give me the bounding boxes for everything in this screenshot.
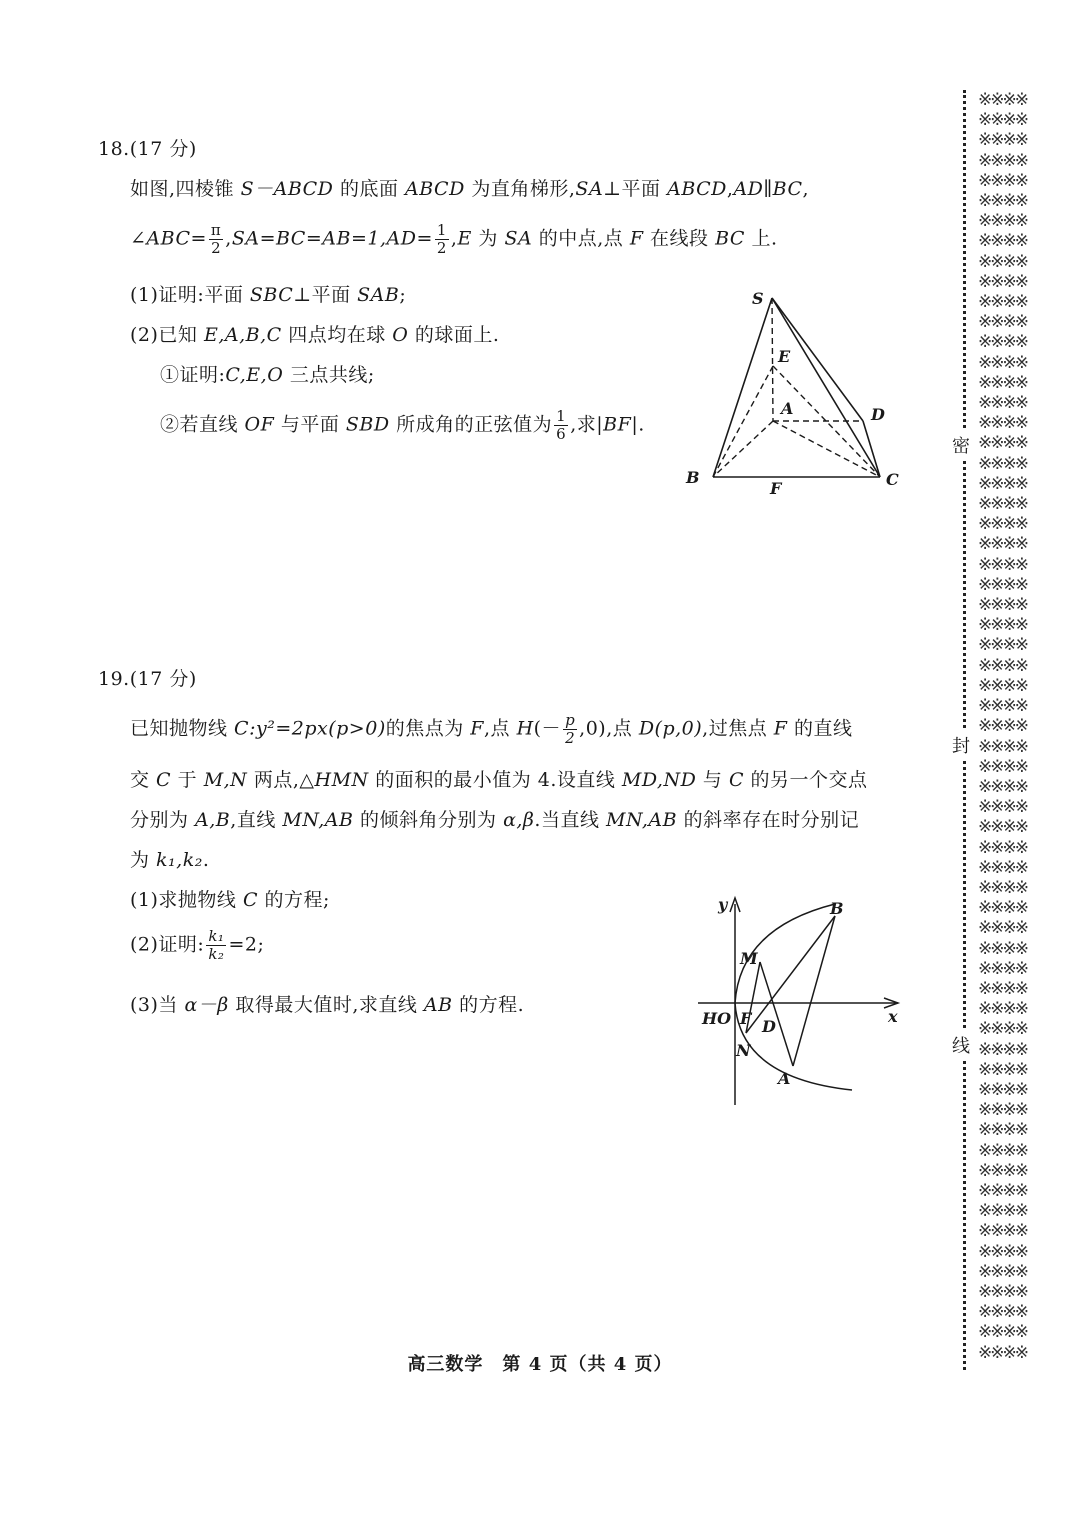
pyramid-figure xyxy=(680,280,910,500)
binding-label-feng: 封 xyxy=(952,730,970,760)
binding-label-xian: 线 xyxy=(952,1030,970,1060)
q19-line3: 分别为 A,B,直线 MN,AB 的倾斜角分别为 α,β.当直线 MN,AB 的斜率存在时分别记 xyxy=(130,809,860,831)
one-half-fraction: $\frac{1}{2}$ xyxy=(436,221,447,257)
label-D: D xyxy=(871,405,885,424)
pi-over-2-fraction: $\frac{\pi}{2}$ xyxy=(210,221,222,257)
label-B: B xyxy=(830,899,844,918)
q18-part1: (1)证明:平面 SBC⊥平面 SAB; xyxy=(130,284,407,306)
label-M: M xyxy=(740,949,758,968)
q19-header: 19.(17 分) xyxy=(98,668,197,690)
q18-line2: ∠ABC= $\frac{\pi}{2}$ ,SA=BC=AB=1,AD= $\frac{1}{2}$ ,E 为 SA 的中点,点 F 在线段 BC 上. xyxy=(130,221,778,257)
page-footer: 高三数学 第 4 页（共 4 页） xyxy=(407,1354,673,1375)
label-HO: HO xyxy=(702,1009,732,1028)
line-NB xyxy=(746,916,835,1033)
q19-line4: 为 k₁,k₂. xyxy=(130,849,210,871)
label-A: A xyxy=(781,399,794,418)
label-N: N xyxy=(736,1041,751,1060)
q18-part2: (2)已知 E,A,B,C 四点均在球 O 的球面上. xyxy=(130,324,500,346)
q19-line1: 已知抛物线 C:y²=2px(p>0)的焦点为 F,点 H(－ $\frac{p}{2}$ ,0),点 D(p,0),过焦点 F 的直线 xyxy=(130,711,853,747)
label-F: F xyxy=(770,479,782,498)
line-AB xyxy=(793,916,835,1066)
label-D: D xyxy=(762,1017,776,1036)
k1-over-k2-fraction: $\frac{\text{k₁}}{\text{k₂}}$ xyxy=(208,927,225,963)
p-over-2-fraction: $\frac{p}{2}$ xyxy=(565,711,576,747)
one-sixth-fraction: $\frac{1}{6}$ xyxy=(556,407,567,443)
edge-SC xyxy=(772,298,880,477)
q19-part1: (1)求抛物线 C 的方程; xyxy=(130,889,330,911)
label-C: C xyxy=(886,470,899,489)
label-x: x xyxy=(888,1007,898,1026)
q18-subpart2: ②若直线 OF 与平面 SBD 所成角的正弦值为 $\frac{1}{6}$ ,求|BF|. xyxy=(160,407,645,443)
label-F: F xyxy=(740,1009,752,1028)
label-A: A xyxy=(778,1069,791,1088)
label-y: y xyxy=(718,895,728,914)
q19-line2: 交 C 于 M,N 两点,△HMN 的面积的最小值为 4.设直线 MD,ND 与 C 的另一个交点 xyxy=(130,769,868,791)
q18-header: 18.(17 分) xyxy=(98,138,197,160)
q19-part2: (2)证明: $\frac{\text{k₁}}{\text{k₂}}$ =2; xyxy=(130,927,265,963)
label-E: E xyxy=(778,347,791,366)
label-S: S xyxy=(752,289,764,308)
label-B: B xyxy=(686,468,700,487)
binding-label-mi: 密 xyxy=(952,430,970,460)
q18-line1: 如图,四棱锥 S－ABCD 的底面 ABCD 为直角梯形,SA⊥平面 ABCD,AD∥BC, xyxy=(130,178,810,200)
q18-subpart1: ①证明:C,E,O 三点共线; xyxy=(160,364,375,386)
edge-SA xyxy=(772,298,773,421)
parabola-figure xyxy=(690,890,910,1110)
edge-EB xyxy=(713,366,773,477)
q19-part3: (3)当 α－β 取得最大值时,求直线 AB 的方程. xyxy=(130,994,525,1016)
binding-cross-pattern: ※※※※ ※※※※ ※※※※ ※※※※ ※※※※ ※※※※ ※※※※ ※※※※ ※※※※ ※※※※ ※※※※ ※※※※ ※※※※ ※※※※ ※※※※ ※※※※ ※※※※ ※※※※ ※※※※ ※※※※ ※※※※ ※※※※ ※※※※ ※※※※ ※※※※ ※※※※ ※※※※ ※※※※ ※※※※ ※※※※ ※※※※ ※※※※ ※※※※ ※※※※ ※※※※ ※※※※ ※※※※ ※※※※ ※※※※ ※※※※ ※※※※ ※※※※ ※※※※ ※※※※ ※※※※ ※※※※ ※※※※ ※※※※ ※※※※ ※※※※ ※※※※ ※※※※ ※※※※ ※※※※ ※※※※ ※※※※ ※※※※ ※※※※ ※※※※ ※※※※ ※※※※ ※※※※ ※※※※ xyxy=(978,90,1027,1363)
